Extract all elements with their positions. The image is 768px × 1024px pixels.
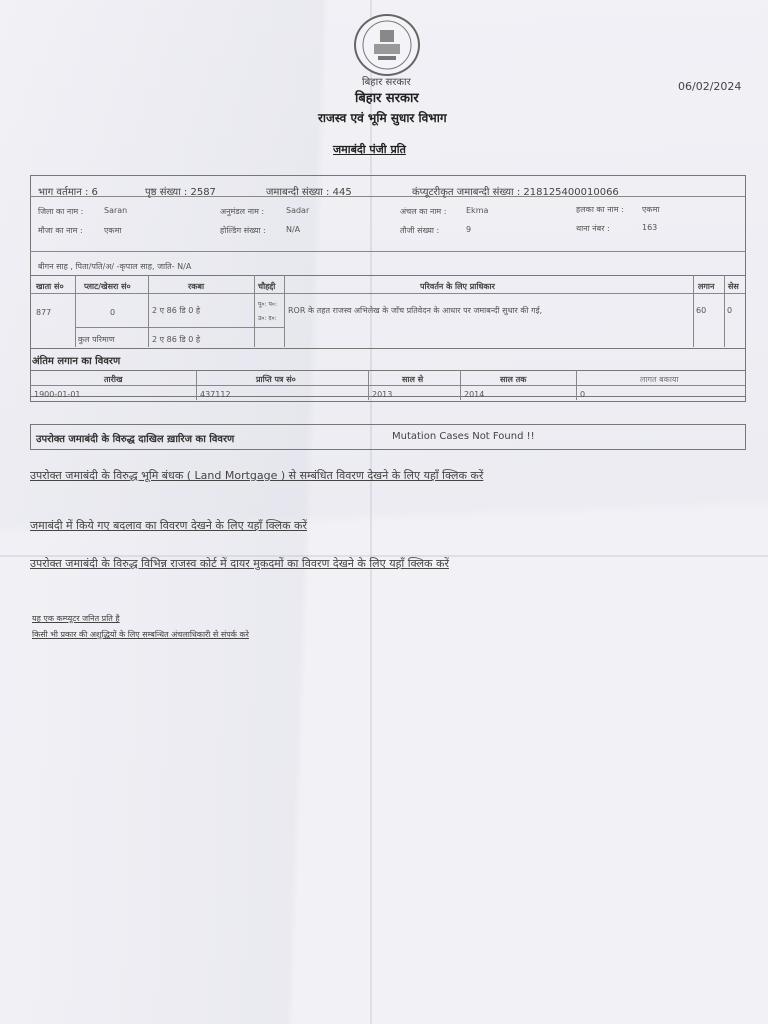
lagan-col-receipt: प्राप्ति पत्र सं०	[256, 375, 296, 384]
mauja-label: मौजा का नाम :	[38, 226, 83, 235]
jamabandi-changes-link[interactable]: जमाबंदी में किये गए बदलाव का विवरण देखने के लिए यहाँ क्लिक करें	[30, 519, 307, 532]
thana-value: 163	[642, 223, 658, 232]
mutation-status: Mutation Cases Not Found !!	[392, 431, 535, 442]
col-rakba: रकबा	[188, 282, 205, 291]
holding-value: N/A	[286, 225, 301, 234]
mauja-value: एकमा	[104, 226, 122, 235]
jamabandi-sankhya: जमाबन्दी संख्या : 445	[266, 187, 352, 198]
lagan-col-date: तारीख	[104, 375, 123, 384]
land-mortgage-link[interactable]: उपरोक्त जमाबंदी के विरुद्ध भूमि बंधक ( Land Mortgage ) से सम्बंधित विवरण देखने के लिए यहाँ क्लिक करें	[30, 469, 484, 482]
col-line-3	[254, 275, 255, 347]
bhag-varttman: भाग वर्तमान : 6	[38, 187, 98, 198]
cell-ses: 0	[727, 306, 733, 315]
anumandal-label: अनुमंडल नाम :	[220, 207, 265, 216]
details-divider	[30, 251, 745, 252]
halka-value: एकमा	[642, 205, 660, 214]
bihar-emblem-icon	[354, 14, 420, 76]
col-khata: खाता सं०	[36, 282, 64, 291]
col-line-6	[724, 275, 725, 347]
halka-label: हलका का नाम :	[576, 205, 624, 214]
computerised-jamabandi: कंप्यूटरीकृत जमाबन्दी संख्या : 218125400010066	[412, 187, 619, 198]
col-line-1	[75, 275, 76, 347]
lagan-section-title: अंतिम लगान का विवरण	[32, 356, 121, 367]
land-table-header-divider	[30, 293, 745, 294]
holding-label: होल्डिंग संख्या :	[220, 226, 266, 235]
col-chauhaddi: चौहद्दी	[258, 282, 276, 291]
cell-khata: 877	[36, 308, 52, 317]
tauji-value: 9	[466, 225, 472, 234]
lagan-from: 2013	[372, 390, 393, 399]
mutation-label: उपरोक्त जमाबंदी के विरुद्ध दाखिल ख़ारिज का विवरण	[36, 434, 235, 445]
anchal-value: Ekma	[466, 206, 489, 215]
col-pradhikar: परिवर्तन के लिए प्राधिकार	[420, 282, 495, 291]
col-line-5	[693, 275, 694, 347]
anchal-label: अंचल का नाम :	[400, 207, 447, 216]
owner-info: बीगन साह , पिता/पति/अ/ -कृपाल साह, जाति- N/A	[38, 262, 192, 271]
zila-label: जिला का नाम :	[38, 207, 84, 216]
tauji-label: तौजी संख्या :	[400, 226, 440, 235]
cell-lagan: 60	[696, 306, 707, 315]
print-date: 06/02/2024	[678, 80, 742, 93]
col-lagan: लगान	[698, 282, 715, 291]
zila-value: Saran	[104, 206, 128, 215]
lagan-date: 1900-01-01	[34, 390, 81, 399]
contact-officer-note: किसी भी प्रकार की अशुद्धियों के लिए सम्बन्धित अंचलाधिकारी से संपर्क करे	[32, 630, 249, 639]
lagan-col-3	[460, 370, 461, 400]
lagan-col-1	[196, 370, 197, 400]
lagan-due: 0	[580, 390, 586, 399]
prishth-sankhya: पृष्ठ संख्या : 2587	[145, 187, 216, 198]
lagan-to: 2014	[464, 390, 485, 399]
col-line-4	[284, 275, 285, 347]
col-plot: प्लाट/खेसरा सं०	[84, 282, 131, 291]
lagan-receipt: 437112	[200, 390, 231, 399]
lagan-col-due: लागत बकाया	[640, 375, 679, 384]
lagan-col-2	[368, 370, 369, 400]
department-name: राजस्व एवं भूमि सुधार विभाग	[318, 111, 447, 125]
total-label: कुल परिमाण	[78, 335, 115, 344]
page-title: जमाबंदी पंजी प्रति	[333, 143, 406, 156]
summary-divider	[30, 196, 745, 197]
revenue-court-cases-link[interactable]: उपरोक्त जमाबंदी के विरुद्ध विभिन्न राजस्व कोर्ट में दायर मुकदमों का विवरण देखने के लिए यहाँ क्लिक करें	[30, 557, 449, 570]
lagan-table-divider	[30, 385, 745, 386]
lagan-col-from: साल से	[402, 375, 424, 384]
cell-plot: 0	[110, 308, 116, 317]
govt-name: बिहार सरकार	[355, 91, 419, 106]
cell-rakba: 2 ए 86 डि 0 हे	[152, 306, 201, 315]
anumandal-value: Sadar	[286, 206, 310, 215]
lagan-col-to: साल तक	[500, 375, 527, 384]
emblem-caption: बिहार सरकार	[362, 77, 411, 88]
cell-chauhaddi-1: पू०: प०:	[258, 301, 278, 308]
total-rakba: 2 ए 86 डि 0 हे	[152, 335, 201, 344]
lagan-col-4	[576, 370, 577, 400]
col-ses: सेस	[728, 282, 739, 291]
cell-chauhaddi-2: उ०: द०:	[258, 315, 277, 322]
cell-pradhikar: ROR के तहत राजस्व अभिलेख के जाँच प्रतिवेदन के आधार पर जमाबन्दी सुधार की गई,	[288, 306, 543, 315]
thana-label: थाना नंबर :	[576, 224, 610, 233]
computer-generated-note: यह एक कम्प्यूटर जनित प्रति है	[32, 614, 120, 623]
col-line-2	[148, 275, 149, 347]
